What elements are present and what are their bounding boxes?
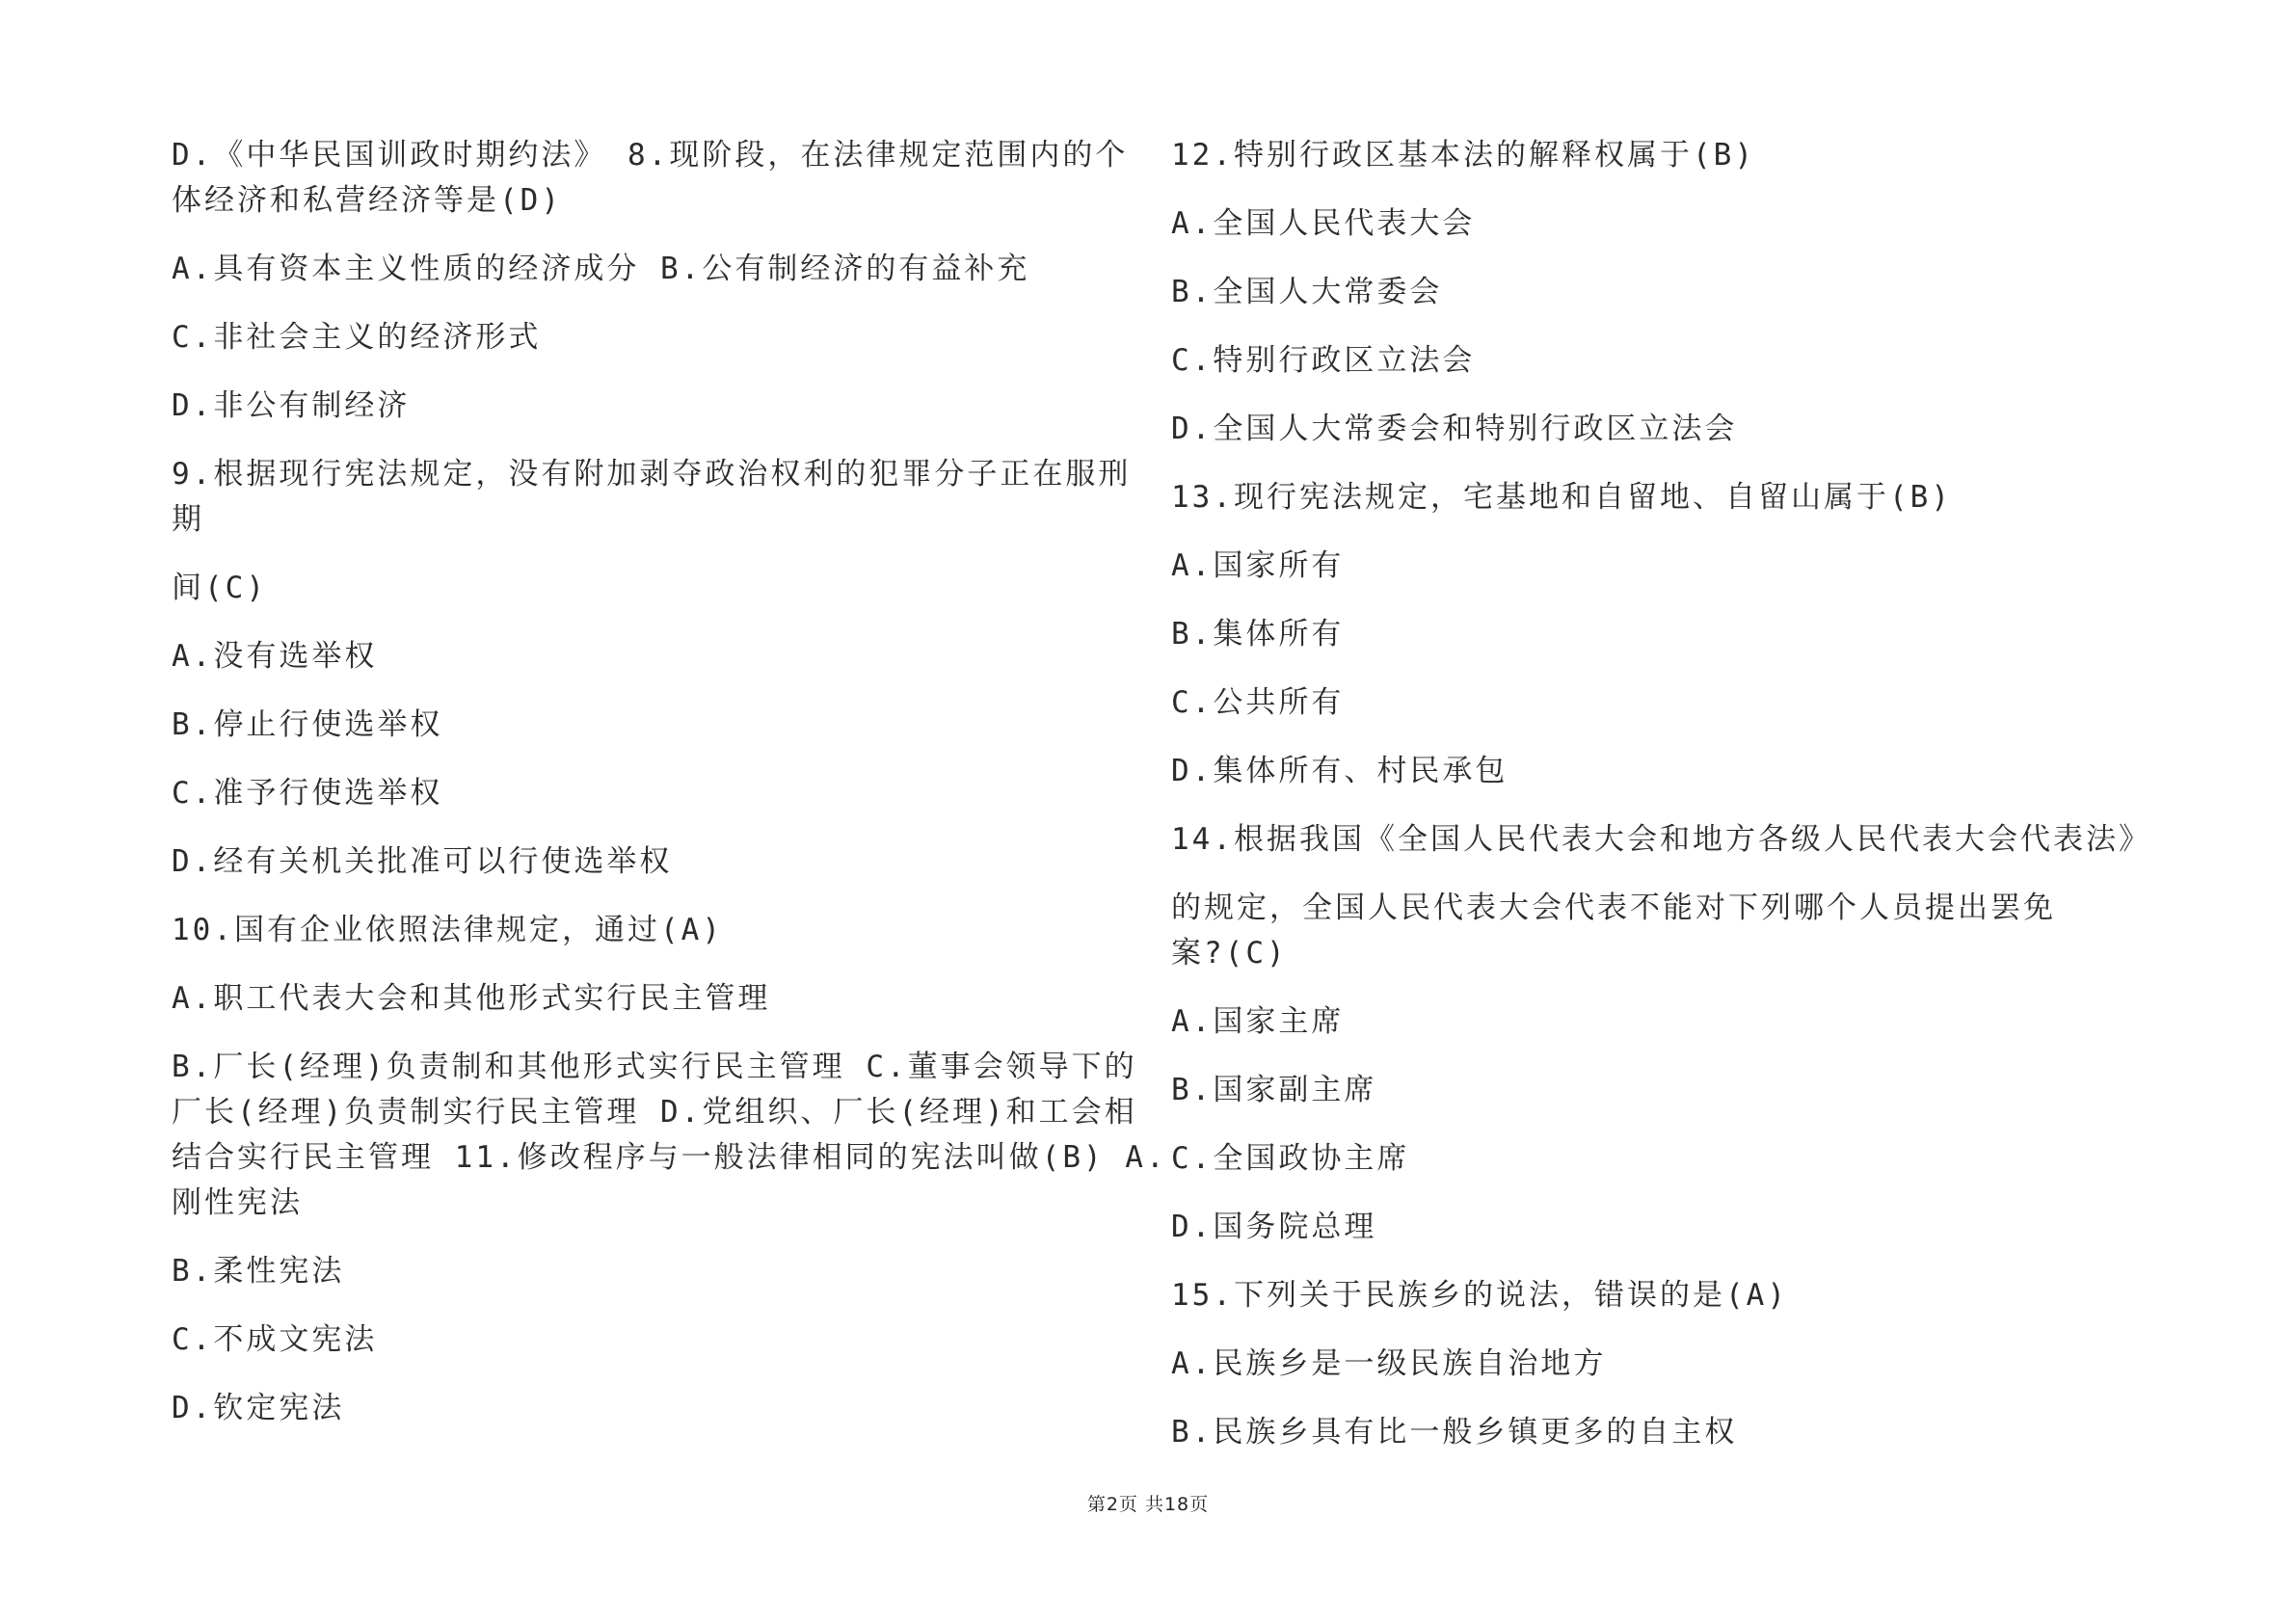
question-paragraph [1171,544,2135,589]
text-line: A.职工代表大会和其他形式实行民主管理 [172,981,771,1016]
question-paragraph [1171,680,2135,726]
question-paragraph [1171,270,2135,315]
question-paragraph [1171,1273,2135,1318]
left-column [172,133,1167,1454]
text-line: D.《中华民国训政时期约法》 8.现阶段，在法律规定范围内的个 [172,138,1129,173]
question-paragraph [172,247,1135,292]
text-line: 10.国有企业依照法律规定，通过(A) [172,913,723,947]
text-line: D.全国人大常委会和特别行政区立法会 [1171,412,1738,446]
text-line: B.国家副主席 [1171,1073,1377,1107]
question-paragraph [1171,612,2135,657]
question-paragraph [172,315,1135,360]
text-line: 15.下列关于民族乡的说法，错误的是(A) [1171,1278,1788,1313]
text-line: B.集体所有 [1171,617,1345,652]
text-line: D.集体所有、村民承包 [1171,754,1508,788]
text-line: A.国家所有 [1171,548,1345,583]
text-line: A.民族乡是一级民族自治地方 [1171,1346,1607,1381]
question-paragraph [172,452,1135,543]
question-paragraph [172,384,1135,429]
text-line: B.民族乡具有比一般乡镇更多的自主权 [1171,1415,1738,1450]
question-paragraph [172,1317,1135,1363]
text-line: 的规定，全国人民代表大会代表不能对下列哪个人员提出罢免 [1171,891,2056,925]
right-column [1171,133,2151,1478]
text-line: C.非社会主义的经济形式 [172,320,542,355]
text-line: 14.根据我国《全国人民代表大会和地方各级人民代表大会代表法》 [1171,822,2151,857]
question-paragraph [1171,201,2135,247]
text-line: C.公共所有 [1171,685,1345,720]
text-line: B.厂长(经理)负责制和其他形式实行民主管理 C.董事会领导下的 [172,1050,1137,1084]
text-line: B.全国人大常委会 [1171,275,1443,309]
text-line: D.国务院总理 [1171,1210,1377,1244]
question-paragraph [1171,1410,2135,1455]
question-paragraph [1171,1068,2135,1113]
text-line: D.非公有制经济 [172,388,411,423]
text-line: 12.特别行政区基本法的解释权属于(B) [1171,138,1755,173]
text-line: A.没有选举权 [172,639,378,674]
text-line: 9.根据现行宪法规定，没有附加剥夺政治权利的犯罪分子正在服刑 [172,457,1132,492]
text-line: 期 [172,502,204,537]
question-paragraph [1171,999,2135,1045]
question-paragraph [172,1045,1167,1226]
question-paragraph [172,976,1135,1022]
question-paragraph [1171,749,2135,794]
text-line: C.特别行政区立法会 [1171,343,1476,378]
text-line: A.全国人民代表大会 [1171,206,1476,241]
text-line: A.国家主席 [1171,1004,1345,1039]
question-paragraph [172,1386,1135,1431]
question-paragraph [1171,133,2135,178]
text-line: 结合实行民主管理 11.修改程序与一般法律相同的宪法叫做(B) A. [172,1140,1167,1175]
text-line: 刚性宪法 [172,1185,303,1220]
text-line: D.经有关机关批准可以行使选举权 [172,844,673,879]
question-paragraph [172,771,1135,816]
text-line: 案?(C) [1171,936,1288,971]
text-line: 13.现行宪法规定，宅基地和自留地、自留山属于(B) [1171,480,1952,515]
question-paragraph [1171,338,2135,384]
text-line: B.停止行使选举权 [172,707,443,742]
question-paragraph [1171,475,2135,520]
text-line: 间(C) [172,571,267,605]
text-line: A.具有资本主义性质的经济成分 B.公有制经济的有益补充 [172,252,1030,286]
question-paragraph [172,1249,1135,1294]
question-paragraph [1171,407,2135,452]
text-line: C.全国政协主席 [1171,1141,1410,1176]
question-paragraph [1171,886,2135,976]
text-line: C.不成文宪法 [172,1322,378,1357]
text-line: 厂长(经理)负责制实行民主管理 D.党组织、厂长(经理)和工会相 [172,1095,1137,1130]
question-paragraph [1171,1342,2135,1387]
question-paragraph [172,839,1135,885]
question-paragraph [1171,1136,2135,1182]
text-line: 体经济和私营经济等是(D) [172,183,562,218]
text-line: D.钦定宪法 [172,1391,345,1425]
question-paragraph [172,703,1135,748]
page-footer: 第2页 共18页 [1086,1494,1210,1515]
question-paragraph [1171,817,2151,863]
question-paragraph [172,566,1135,611]
question-paragraph [1171,1205,2135,1250]
question-paragraph [172,133,1135,224]
text-line: C.准予行使选举权 [172,776,443,811]
text-line: B.柔性宪法 [172,1254,345,1289]
question-paragraph [172,908,1135,953]
question-paragraph [172,634,1135,679]
